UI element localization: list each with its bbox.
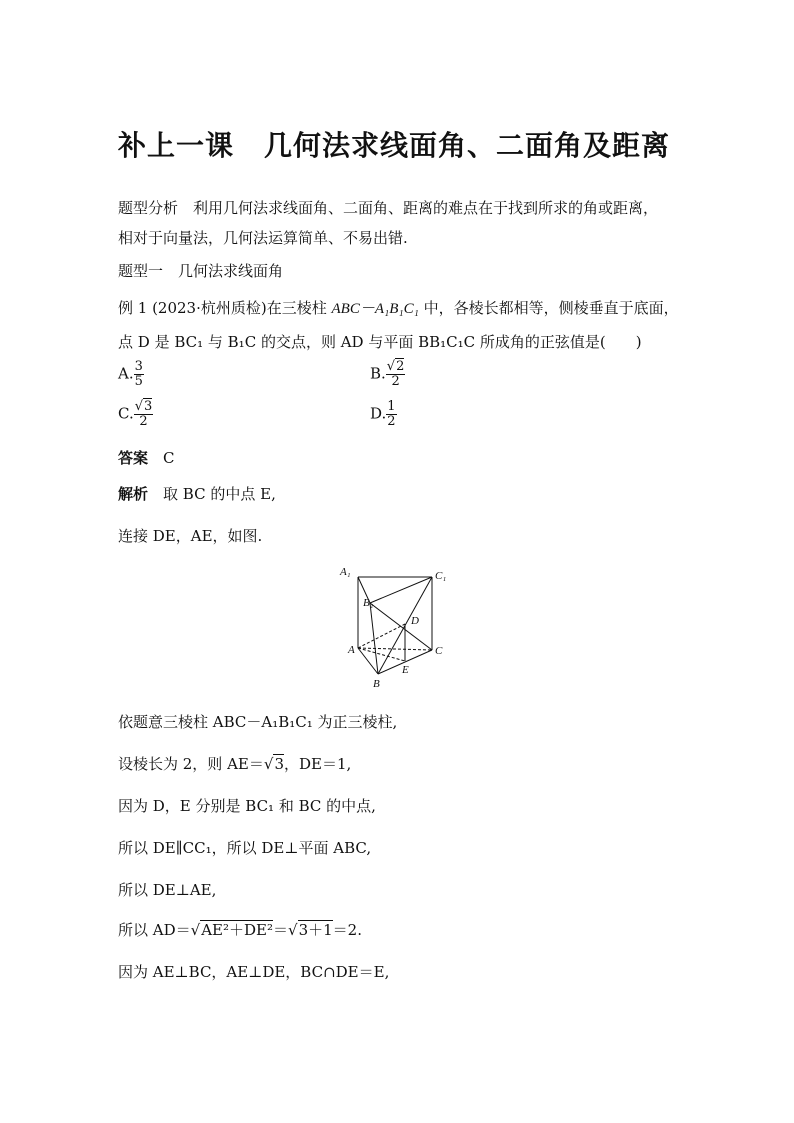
- option-c-numerator: 3: [144, 399, 153, 414]
- step-6-b: ＝2.: [332, 921, 362, 939]
- diag-b1c: [370, 603, 432, 650]
- segment-ad-hidden: [358, 624, 405, 648]
- example-prefix: 例 1 (2023·杭州质检)在三棱柱: [118, 299, 332, 317]
- option-d: [370, 400, 397, 429]
- analysis-line-1: [118, 198, 658, 218]
- example-suffix: 中，各棱长都相等，侧棱垂直于底面，: [418, 299, 679, 317]
- option-c-fraction: $\frac{√3}{2}$: [134, 399, 153, 429]
- option-a: [118, 360, 144, 389]
- step-3: 因为 D，E 分别是 BC₁ 和 BC 的中点,: [118, 797, 376, 815]
- step-7: 因为 AE⊥BC，AE⊥DE，BC∩DE＝E,: [118, 963, 390, 981]
- solution-text-1: 取 BC 的中点 E,: [163, 485, 276, 503]
- option-d-numerator: 1: [387, 399, 396, 414]
- option-c: [118, 400, 153, 429]
- analysis-text-2: 相对于向量法，几何法运算简单、不易出错.: [118, 229, 408, 247]
- step-2: 设棱长为 2，则 AE＝√3，DE＝1,: [118, 755, 352, 773]
- answer-label: 答案: [118, 449, 149, 467]
- answer-value: C: [163, 449, 175, 467]
- solution-line-1: [118, 484, 276, 504]
- analysis-label: 题型分析: [118, 199, 179, 217]
- edge-ac-hidden: [358, 648, 432, 650]
- label-e: E: [402, 664, 409, 676]
- edge-b1c1: [370, 577, 432, 603]
- label-b1: B₁: [363, 597, 374, 609]
- edge-ab: [358, 648, 378, 674]
- label-d: D: [411, 615, 419, 627]
- option-b-numerator: 2: [396, 359, 405, 374]
- page-title: [118, 124, 670, 164]
- title-part-b: 几何法求线面角、二面角及距离: [264, 129, 671, 162]
- option-a-denominator: 5: [134, 374, 143, 389]
- solution-text-2: 连接 DE，AE，如图.: [118, 527, 263, 545]
- step-6-eq: ＝: [273, 921, 289, 939]
- title-part-a: 补上一课: [118, 129, 235, 162]
- example-prism: ABC－A₁B₁C₁: [331, 301, 419, 317]
- prism-figure: [336, 562, 456, 692]
- option-a-numerator: 3: [134, 359, 143, 374]
- step-1: 依题意三棱柱 ABC－A₁B₁C₁ 为正三棱柱,: [118, 713, 398, 731]
- step-6: 所以 AD＝√AE²＋DE²＝√3＋1＝2.: [118, 921, 362, 939]
- example-line-1: [118, 298, 679, 319]
- answer-line: [118, 448, 175, 468]
- option-a-fraction: [134, 360, 144, 389]
- step-6-a: 所以 AD＝: [118, 921, 191, 939]
- label-a: A: [348, 644, 355, 656]
- step-2-b: ，DE＝1,: [283, 755, 352, 773]
- step-6-radicand-2: 3＋1: [298, 921, 333, 939]
- label-c1: C₁: [435, 570, 447, 582]
- type-heading: 题型一 几何法求线面角: [118, 262, 284, 280]
- example-line-2: 点 D 是 BC₁ 与 B₁C 的交点，则 AD 与平面 BB₁C₁C 所成角的正弦值是( ): [118, 333, 642, 351]
- solution-label: 解析: [118, 485, 149, 503]
- option-d-denominator: 2: [387, 414, 396, 429]
- label-c: C: [435, 645, 443, 657]
- option-c-denominator: 2: [139, 414, 148, 429]
- analysis-text-1: 利用几何法求线面角、二面角、距离的难点在于找到所求的角或距离，: [193, 199, 659, 217]
- option-b-label: B.: [370, 364, 386, 383]
- label-b: B: [373, 678, 380, 690]
- option-d-label: D.: [370, 404, 387, 423]
- option-c-label: C.: [118, 404, 134, 423]
- segment-ae-hidden: [358, 648, 405, 661]
- step-4: 所以 DE∥CC₁，所以 DE⊥平面 ABC,: [118, 839, 372, 857]
- step-2-a: 设棱长为 2，则 AE＝: [118, 755, 264, 773]
- option-a-label: A.: [118, 364, 134, 383]
- option-b: [370, 360, 405, 389]
- label-a1: A₁: [340, 566, 351, 578]
- step-2-radicand: 3: [274, 755, 284, 773]
- option-d-fraction: [386, 400, 396, 429]
- option-b-fraction: $\frac{√2}{2}$: [386, 359, 405, 389]
- step-6-radicand-1: AE²＋DE²: [201, 921, 273, 939]
- option-b-denominator: 2: [391, 374, 400, 389]
- step-5: 所以 DE⊥AE,: [118, 881, 217, 899]
